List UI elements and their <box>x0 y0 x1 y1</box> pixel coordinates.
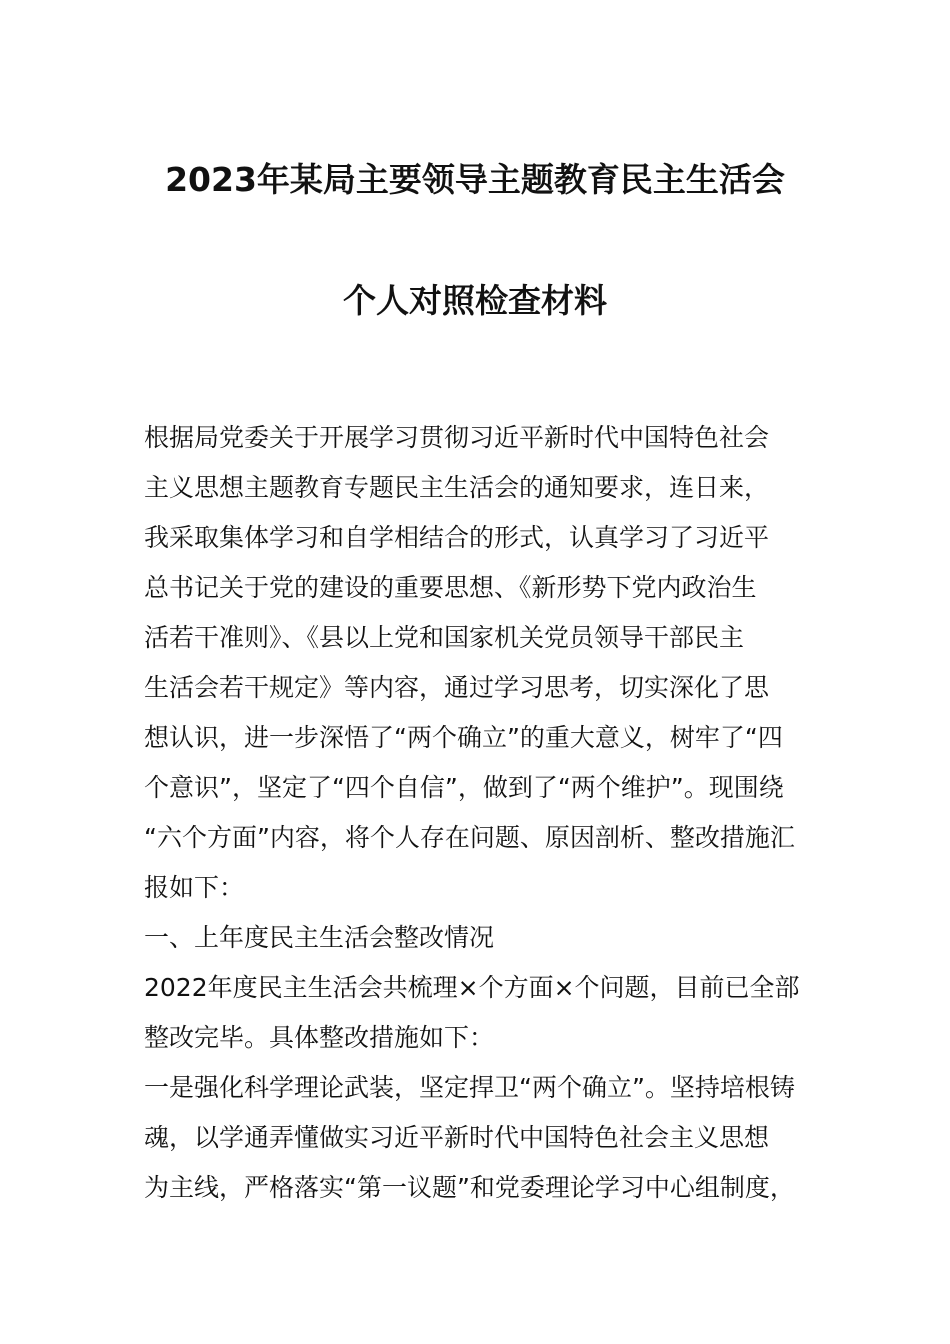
body-line: 想认识，进一步深悟了“两个确立”的重大意义，树牢了“四 <box>144 723 783 752</box>
document-title-line-1: 2023年某局主要领导主题教育民主生活会 <box>165 160 785 199</box>
body-line: 2022年度民主生活会共梳理×个方面×个问题，目前已全部 <box>144 973 800 1002</box>
section-heading: 一、上年度民主生活会整改情况 <box>144 923 495 952</box>
body-line: 总书记关于党的建设的重要思想、《新形势下党内政治生 <box>144 573 757 602</box>
body-line: 为主线，严格落实“第一议题”和党委理论学习中心组制度， <box>144 1173 795 1202</box>
body-line: “六个方面”内容，将个人存在问题、原因剖析、整改措施汇 <box>144 823 795 852</box>
body-line: 根据局党委关于开展学习贯彻习近平新时代中国特色社会 <box>144 423 770 452</box>
body-line: 整改完毕。具体整改措施如下： <box>144 1023 495 1052</box>
body-line: 生活会若干规定》等内容，通过学习思考，切实深化了思 <box>144 673 770 702</box>
body-line: 主义思想主题教育专题民主生活会的通知要求，连日来， <box>144 473 770 502</box>
document-title-line-2: 个人对照检查材料 <box>343 281 607 320</box>
body-line: 个意识”，坚定了“四个自信”，做到了“两个维护”。现围绕 <box>144 773 784 802</box>
body-line: 报如下： <box>144 873 245 902</box>
body-line: 魂，以学通弄懂做实习近平新时代中国特色社会主义思想 <box>144 1123 770 1152</box>
body-line: 一是强化科学理论武装，坚定捍卫“两个确立”。坚持培根铸 <box>144 1073 795 1102</box>
body-line: 活若干准则》、《县以上党和国家机关党员领导干部民主 <box>144 623 745 652</box>
body-line: 我采取集体学习和自学相结合的形式，认真学习了习近平 <box>144 523 770 552</box>
document-body <box>144 413 814 1213</box>
